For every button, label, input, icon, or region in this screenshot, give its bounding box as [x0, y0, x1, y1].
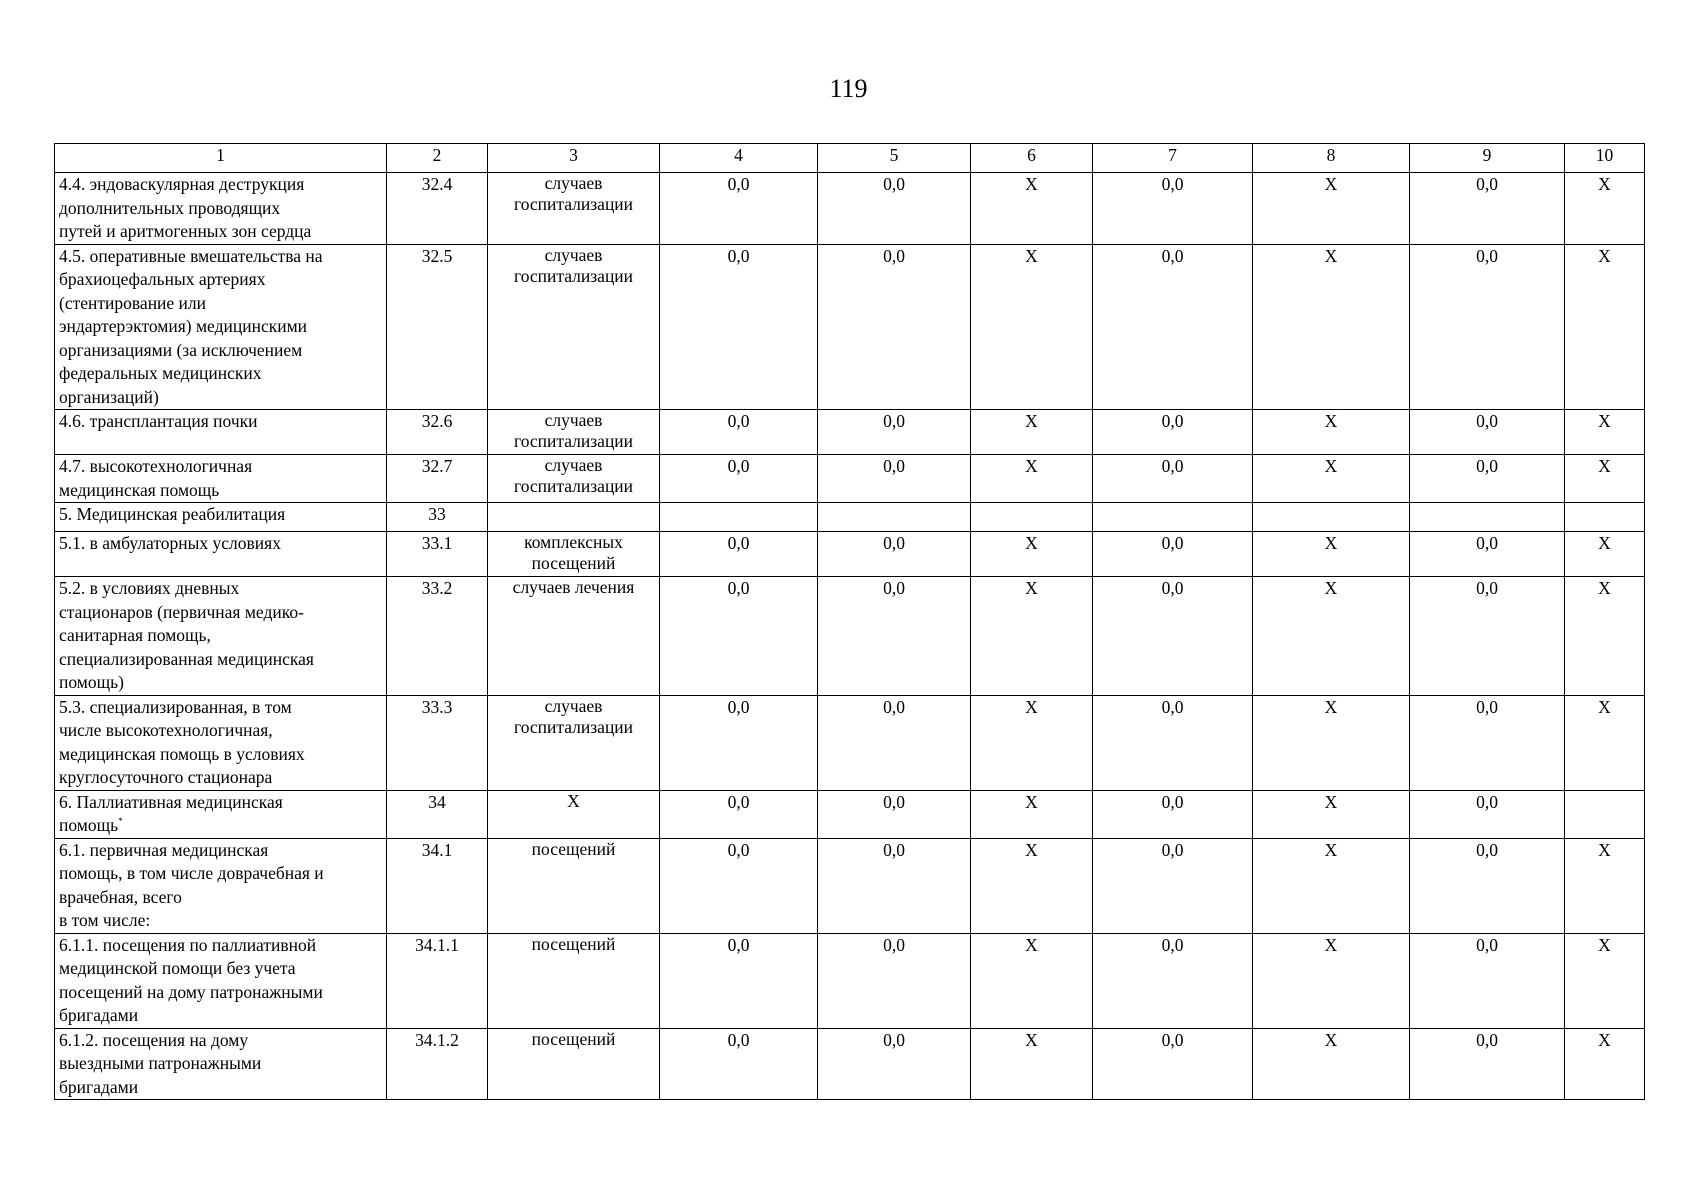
unit-line: посещений	[531, 1028, 616, 1049]
value-cell-7: 0,0	[1093, 577, 1253, 696]
row-name-line: помощь, в том числе доврачебная и	[59, 863, 324, 883]
value-cell-7: 0,0	[1093, 532, 1253, 577]
column-number: 9	[1410, 144, 1565, 173]
value-cell-9: 0,0	[1410, 173, 1565, 245]
value-cell-6: Х	[971, 577, 1093, 696]
table-row	[55, 1028, 1645, 1100]
value-cell-9: 0,0	[1410, 532, 1565, 577]
table-row	[55, 503, 1645, 532]
value-cell-5: 0,0	[818, 244, 971, 410]
value-cell-8: Х	[1253, 173, 1410, 245]
column-number: 4	[660, 144, 818, 173]
row-name-cell	[55, 503, 387, 532]
column-number: 10	[1565, 144, 1645, 173]
row-name-line: 4.6. трансплантация почки	[59, 411, 258, 431]
footnote-mark: *	[118, 816, 123, 826]
value-cell-9: 0,0	[1410, 838, 1565, 933]
column-number: 6	[971, 144, 1093, 173]
row-code-cell: 32.7	[387, 455, 488, 503]
row-code-cell: 33.1	[387, 532, 488, 577]
row-code-cell: 32.5	[387, 244, 488, 410]
row-name-line: путей и аритмогенных зон сердца	[59, 221, 312, 241]
row-name-line: 5.1. в амбулаторных условиях	[59, 533, 281, 553]
row-code-cell: 33.3	[387, 695, 488, 790]
column-number: 3	[488, 144, 660, 173]
row-name-cell	[55, 790, 387, 838]
row-name-line: бригадами	[59, 1005, 139, 1025]
row-name-line: помощь	[59, 815, 119, 835]
row-name-line: организациями (за исключением	[59, 339, 303, 360]
value-cell-6: Х	[971, 790, 1093, 838]
row-name-line: медицинская помощь в условиях	[59, 743, 305, 764]
row-code-cell: 34.1.1	[387, 933, 488, 1028]
row-code-cell: 34	[387, 790, 488, 838]
value-cell-10: Х	[1565, 455, 1645, 503]
unit-cell	[488, 695, 660, 790]
value-cell-4: 0,0	[660, 244, 818, 410]
value-cell-5: 0,0	[818, 1028, 971, 1100]
row-name-line: 4.5. оперативные вмешательства на	[59, 245, 323, 266]
value-cell-10	[1565, 790, 1645, 838]
unit-cell	[488, 455, 660, 503]
row-name-line: выездными патронажными	[59, 1053, 262, 1073]
row-name-line: федеральных медицинских	[59, 363, 262, 383]
row-name-line: 5. Медицинская реабилитация	[59, 504, 286, 524]
column-number: 7	[1093, 144, 1253, 173]
table-row	[55, 838, 1645, 933]
value-cell-10: Х	[1565, 532, 1645, 577]
row-name-line: 5.2. в условиях дневных	[59, 578, 240, 598]
unit-line: посещений	[531, 933, 616, 954]
value-cell-8: Х	[1253, 695, 1410, 790]
unit-cell	[488, 790, 660, 838]
row-code-cell: 34.1	[387, 838, 488, 933]
row-name-line: санитарная помощь,	[59, 625, 211, 645]
row-name-line: 6.1. первичная медицинская	[59, 839, 269, 860]
table-row	[55, 244, 1645, 410]
table-row	[55, 790, 1645, 838]
value-cell-10	[1565, 503, 1645, 532]
value-cell-8: Х	[1253, 577, 1410, 696]
value-cell-5: 0,0	[818, 838, 971, 933]
unit-line: случаев	[544, 410, 603, 430]
unit-cell	[488, 410, 660, 455]
row-name-cell	[55, 1028, 387, 1100]
row-name-line: медицинская помощь	[59, 479, 220, 500]
value-cell-6: Х	[971, 838, 1093, 933]
value-cell-4: 0,0	[660, 532, 818, 577]
value-cell-9: 0,0	[1410, 695, 1565, 790]
value-cell-9: 0,0	[1410, 455, 1565, 503]
row-name-line: 6.1.2. посещения на дому	[59, 1029, 249, 1050]
value-cell-9: 0,0	[1410, 410, 1565, 455]
row-name-line: 5.3. специализированная, в том	[59, 696, 292, 717]
value-cell-10: Х	[1565, 838, 1645, 933]
value-cell-5: 0,0	[818, 455, 971, 503]
table-row	[55, 532, 1645, 577]
column-number: 8	[1253, 144, 1410, 173]
row-name-line: дополнительных проводящих	[59, 197, 281, 218]
column-number: 1	[55, 144, 387, 173]
value-cell-8: Х	[1253, 244, 1410, 410]
value-cell-7	[1093, 503, 1253, 532]
value-cell-4: 0,0	[660, 838, 818, 933]
unit-cell	[488, 532, 660, 577]
value-cell-9: 0,0	[1410, 933, 1565, 1028]
value-cell-4: 0,0	[660, 577, 818, 696]
value-cell-7: 0,0	[1093, 410, 1253, 455]
value-cell-10: Х	[1565, 244, 1645, 410]
unit-cell	[488, 244, 660, 410]
value-cell-6: Х	[971, 455, 1093, 503]
value-cell-7: 0,0	[1093, 695, 1253, 790]
row-name-line: в том числе:	[59, 910, 151, 930]
row-name-cell	[55, 173, 387, 245]
value-cell-6: Х	[971, 695, 1093, 790]
value-cell-6	[971, 503, 1093, 532]
row-name-cell	[55, 838, 387, 933]
unit-line: госпитализации	[513, 265, 634, 286]
page-number: 119	[829, 74, 868, 103]
row-name-cell	[55, 532, 387, 577]
value-cell-5: 0,0	[818, 933, 971, 1028]
value-cell-10: Х	[1565, 173, 1645, 245]
value-cell-4: 0,0	[660, 790, 818, 838]
value-cell-8: Х	[1253, 1028, 1410, 1100]
unit-line: случаев	[544, 695, 603, 716]
unit-line: госпитализации	[513, 716, 634, 737]
value-cell-7: 0,0	[1093, 1028, 1253, 1100]
table-row	[55, 455, 1645, 503]
value-cell-6: Х	[971, 244, 1093, 410]
unit-line: госпитализации	[513, 476, 634, 496]
unit-line: посещений	[531, 838, 616, 859]
value-cell-9: 0,0	[1410, 790, 1565, 838]
row-name-line: 6.1.1. посещения по паллиативной	[59, 934, 317, 955]
value-cell-6: Х	[971, 532, 1093, 577]
unit-line: случаев лечения	[512, 577, 635, 597]
unit-line: госпитализации	[513, 194, 634, 214]
row-name-line: стационаров (первичная медико-	[59, 601, 304, 622]
unit-cell	[488, 577, 660, 696]
unit-line: Х	[567, 790, 580, 811]
row-code-cell: 33	[387, 503, 488, 532]
unit-cell	[488, 838, 660, 933]
value-cell-10: Х	[1565, 695, 1645, 790]
unit-cell	[488, 1028, 660, 1100]
value-cell-4: 0,0	[660, 455, 818, 503]
row-name-line: (стентирование или	[59, 292, 207, 313]
value-cell-6: Х	[971, 933, 1093, 1028]
row-name-line: посещений на дому патронажными	[59, 981, 323, 1002]
row-name-line: брахиоцефальных артериях	[59, 269, 266, 289]
value-cell-4: 0,0	[660, 695, 818, 790]
column-number: 2	[387, 144, 488, 173]
unit-line: комплексных	[524, 532, 623, 552]
row-code-cell: 33.2	[387, 577, 488, 696]
unit-line: госпитализации	[513, 431, 634, 451]
unit-cell	[488, 503, 660, 532]
row-name-line: 4.7. высокотехнологичная	[59, 456, 253, 476]
row-name-line: медицинской помощи без учета	[59, 958, 296, 978]
value-cell-4: 0,0	[660, 1028, 818, 1100]
row-name-cell	[55, 695, 387, 790]
row-name-cell	[55, 244, 387, 410]
row-name-line: 6. Паллиативная медицинская	[59, 791, 283, 812]
row-name-cell	[55, 577, 387, 696]
value-cell-6: Х	[971, 1028, 1093, 1100]
row-name-line: 4.4. эндоваскулярная деструкция	[59, 174, 305, 194]
value-cell-8: Х	[1253, 455, 1410, 503]
row-name-line: эндартерэктомия) медицинскими	[59, 316, 308, 336]
value-cell-5: 0,0	[818, 173, 971, 245]
table-row	[55, 173, 1645, 245]
value-cell-7: 0,0	[1093, 933, 1253, 1028]
data-table	[54, 143, 1645, 1100]
table-row	[55, 577, 1645, 696]
value-cell-10: Х	[1565, 1028, 1645, 1100]
value-cell-4: 0,0	[660, 933, 818, 1028]
row-name-cell	[55, 455, 387, 503]
value-cell-9: 0,0	[1410, 244, 1565, 410]
value-cell-9: 0,0	[1410, 1028, 1565, 1100]
value-cell-5: 0,0	[818, 410, 971, 455]
value-cell-5: 0,0	[818, 790, 971, 838]
value-cell-10: Х	[1565, 577, 1645, 696]
row-code-cell: 32.4	[387, 173, 488, 245]
value-cell-10: Х	[1565, 933, 1645, 1028]
row-name-line: организаций)	[59, 386, 159, 407]
table-row	[55, 695, 1645, 790]
value-cell-6: Х	[971, 410, 1093, 455]
unit-cell	[488, 933, 660, 1028]
value-cell-7: 0,0	[1093, 455, 1253, 503]
unit-line: случаев	[544, 173, 603, 193]
value-cell-8: Х	[1253, 790, 1410, 838]
value-cell-6: Х	[971, 173, 1093, 245]
column-number-row	[55, 144, 1645, 173]
row-name-cell	[55, 410, 387, 455]
value-cell-8: Х	[1253, 410, 1410, 455]
unit-cell	[488, 173, 660, 245]
value-cell-8: Х	[1253, 532, 1410, 577]
row-code-cell: 32.6	[387, 410, 488, 455]
value-cell-9: 0,0	[1410, 577, 1565, 696]
value-cell-8: Х	[1253, 933, 1410, 1028]
unit-line: посещений	[531, 553, 616, 573]
row-name-line: бригадами	[59, 1076, 139, 1097]
unit-line: случаев	[544, 455, 603, 475]
value-cell-7: 0,0	[1093, 838, 1253, 933]
table-row	[55, 933, 1645, 1028]
value-cell-4: 0,0	[660, 410, 818, 455]
column-number: 5	[818, 144, 971, 173]
row-name-line: круглосуточного стационара	[59, 767, 273, 787]
value-cell-10: Х	[1565, 410, 1645, 455]
value-cell-7: 0,0	[1093, 244, 1253, 410]
row-name-line: специализированная медицинская	[59, 648, 314, 669]
row-name-line: числе высокотехнологичная,	[59, 720, 273, 740]
value-cell-5	[818, 503, 971, 532]
value-cell-7: 0,0	[1093, 173, 1253, 245]
table-row	[55, 410, 1645, 455]
value-cell-4: 0,0	[660, 173, 818, 245]
unit-line: случаев	[544, 244, 603, 265]
value-cell-4	[660, 503, 818, 532]
row-name-line: врачебная, всего	[59, 886, 182, 907]
value-cell-8: Х	[1253, 838, 1410, 933]
value-cell-5: 0,0	[818, 577, 971, 696]
value-cell-8	[1253, 503, 1410, 532]
row-code-cell: 34.1.2	[387, 1028, 488, 1100]
value-cell-5: 0,0	[818, 695, 971, 790]
row-name-cell	[55, 933, 387, 1028]
row-name-line: помощь)	[59, 672, 124, 692]
value-cell-7: 0,0	[1093, 790, 1253, 838]
value-cell-9	[1410, 503, 1565, 532]
value-cell-5: 0,0	[818, 532, 971, 577]
